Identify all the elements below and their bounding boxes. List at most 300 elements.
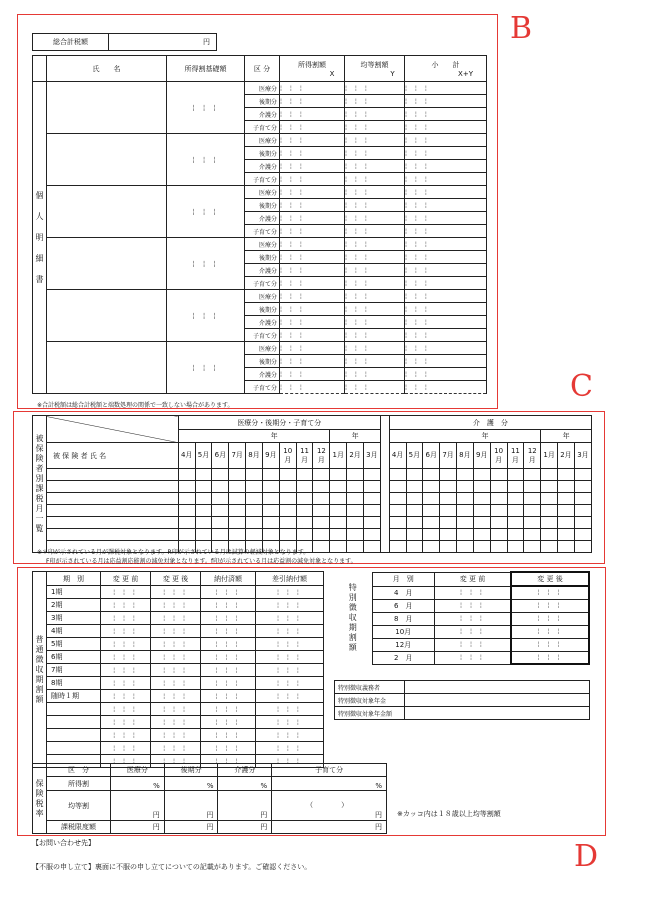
rates-equal-label: 均等割 — [47, 791, 111, 821]
monthly-note-1: ※＊印が示されている月が課税対象となります。R印が示されている月は試算の軽減対象となります。 — [37, 549, 310, 556]
monthly-insured-name — [46, 517, 178, 529]
rates-equal-yen: 円 — [206, 811, 214, 819]
normal-amount-cell: ¦ ¦ ¦ — [255, 586, 323, 599]
personal-income-cell: ¦ ¦ ¦ — [280, 212, 345, 225]
personal-subtotal-cell: ¦ ¦ ¦ — [405, 160, 487, 173]
monthly-month-cell — [423, 505, 440, 517]
personal-income-cell: ¦ ¦ ¦ — [280, 277, 345, 290]
special-month-row — [334, 651, 589, 664]
normal-amount-cell: ¦ ¦ ¦ — [151, 586, 201, 599]
monthly-month-cell — [313, 505, 330, 517]
monthly-month-cell — [279, 493, 296, 505]
personal-kubun-label: 後期分 — [245, 95, 280, 108]
monthly-month-cell — [389, 541, 406, 553]
personal-equal-cell: ¦ ¦ ¦ — [345, 134, 405, 147]
monthly-month-cell — [524, 505, 541, 517]
normal-amount-cell: ¦ ¦ ¦ — [201, 625, 256, 638]
personal-subtotal-cell: ¦ ¦ ¦ — [405, 290, 487, 303]
monthly-month-cell — [195, 493, 212, 505]
normal-amount-cell: ¦ ¦ ¦ — [201, 729, 256, 742]
rates-equal-paren: （ ） — [306, 801, 349, 809]
special-info-row — [335, 707, 590, 720]
monthly-month-cell — [229, 505, 246, 517]
monthly-month-cell — [440, 529, 457, 541]
monthly-month-cell — [473, 529, 490, 541]
normal-head-2: 変 更 後 — [151, 572, 201, 586]
monthly-insured-name — [46, 481, 178, 493]
personal-equal-cell: ¦ ¦ ¦ — [345, 355, 405, 368]
special-before-cell: ¦ ¦ ¦ — [434, 599, 511, 612]
personal-head-income-sub: X — [329, 69, 335, 78]
monthly-month-cell — [406, 493, 423, 505]
monthly-month-cell — [178, 493, 195, 505]
special-after-cell: ¦ ¦ ¦ — [511, 612, 589, 625]
monthly-month-cell — [524, 493, 541, 505]
tax-rate-table — [32, 763, 387, 834]
monthly-month-cell — [558, 493, 575, 505]
monthly-note-2: F印が示されている月は応益割応能割の減免対象となります。f印が示されている月は応益割の減免対象となります。 — [46, 558, 357, 565]
personal-subtotal-cell: ¦ ¦ ¦ — [405, 368, 487, 381]
normal-head-4: 差引納付額 — [255, 572, 323, 586]
personal-kubun-label: 介護分 — [245, 212, 280, 225]
special-side-label: 特別徴収期割額 — [348, 583, 358, 653]
monthly-month-cell — [456, 481, 473, 493]
rates-income-pct: % — [111, 777, 165, 791]
special-month-label: 4 月 — [372, 586, 434, 599]
monthly-month-cell — [473, 469, 490, 481]
normal-amount-cell: ¦ ¦ ¦ — [151, 612, 201, 625]
monthly-month-cell — [574, 541, 591, 553]
personal-subtotal-cell: ¦ ¦ ¦ — [405, 329, 487, 342]
normal-period-label: 6期 — [47, 651, 101, 664]
personal-equal-cell: ¦ ¦ ¦ — [345, 147, 405, 160]
personal-base-cell: ¦ ¦ ¦ — [167, 186, 245, 238]
monthly-month-header: 3月 — [574, 443, 591, 469]
monthly-month-cell — [330, 529, 347, 541]
monthly-month-cell — [212, 493, 229, 505]
normal-collection-table — [32, 571, 324, 768]
personal-subtotal-cell: ¦ ¦ ¦ — [405, 355, 487, 368]
special-before-cell: ¦ ¦ ¦ — [434, 638, 511, 651]
monthly-month-cell — [296, 493, 313, 505]
monthly-month-cell — [490, 529, 507, 541]
personal-income-cell: ¦ ¦ ¦ — [280, 355, 345, 368]
monthly-month-cell — [212, 505, 229, 517]
monthly-month-cell — [262, 529, 279, 541]
rates-equal-yen: 円 — [260, 811, 268, 819]
special-before-cell: ¦ ¦ ¦ — [434, 612, 511, 625]
monthly-insured-row — [33, 529, 592, 541]
monthly-month-cell — [296, 505, 313, 517]
monthly-month-cell — [178, 529, 195, 541]
personal-equal-cell: ¦ ¦ ¦ — [345, 186, 405, 199]
monthly-month-cell — [262, 493, 279, 505]
monthly-month-cell — [330, 505, 347, 517]
special-month-label: 12月 — [372, 638, 434, 651]
normal-amount-cell: ¦ ¦ ¦ — [101, 638, 151, 651]
special-header-row — [334, 572, 589, 586]
normal-amount-cell: ¦ ¦ ¦ — [151, 755, 201, 768]
special-info-value — [405, 694, 590, 707]
monthly-month-cell — [473, 505, 490, 517]
total-tax-box — [32, 33, 217, 51]
monthly-month-cell — [423, 517, 440, 529]
normal-amount-cell: ¦ ¦ ¦ — [201, 638, 256, 651]
personal-subtotal-cell: ¦ ¦ ¦ — [405, 264, 487, 277]
personal-equal-cell: ¦ ¦ ¦ — [345, 251, 405, 264]
personal-row — [33, 342, 487, 355]
rates-equal-cell — [218, 791, 272, 821]
personal-kubun-label: 医療分 — [245, 238, 280, 251]
monthly-month-cell — [347, 493, 364, 505]
monthly-month-cell — [524, 541, 541, 553]
personal-head-name: 氏 名 — [47, 56, 167, 82]
personal-name-cell — [47, 134, 167, 186]
monthly-month-cell — [389, 505, 406, 517]
monthly-month-cell — [313, 469, 330, 481]
monthly-month-cell — [330, 493, 347, 505]
normal-amount-cell: ¦ ¦ ¦ — [101, 651, 151, 664]
personal-equal-cell: ¦ ¦ ¦ — [345, 212, 405, 225]
monthly-month-cell — [406, 541, 423, 553]
normal-amount-cell: ¦ ¦ ¦ — [201, 755, 256, 768]
personal-subtotal-cell: ¦ ¦ ¦ — [405, 108, 487, 121]
monthly-insured-name — [46, 469, 178, 481]
normal-period-row — [33, 742, 324, 755]
personal-equal-cell: ¦ ¦ ¦ — [345, 290, 405, 303]
normal-amount-cell: ¦ ¦ ¦ — [101, 742, 151, 755]
monthly-month-cell — [440, 493, 457, 505]
personal-subtotal-cell: ¦ ¦ ¦ — [405, 82, 487, 95]
personal-income-cell: ¦ ¦ ¦ — [280, 186, 345, 199]
monthly-month-cell — [558, 541, 575, 553]
monthly-month-header: 4月 — [389, 443, 406, 469]
monthly-insured-row — [33, 493, 592, 505]
monthly-insured-row — [33, 481, 592, 493]
monthly-month-cell — [262, 469, 279, 481]
monthly-month-cell — [524, 469, 541, 481]
personal-name-cell — [47, 186, 167, 238]
special-before-cell: ¦ ¦ ¦ — [434, 625, 511, 638]
personal-subtotal-cell: ¦ ¦ ¦ — [405, 186, 487, 199]
personal-income-cell: ¦ ¦ ¦ — [280, 121, 345, 134]
monthly-month-cell — [456, 517, 473, 529]
rates-equal-yen: 円 — [375, 811, 382, 819]
normal-period-label: 随時１期 — [47, 690, 101, 703]
monthly-insured-row — [33, 469, 592, 481]
normal-amount-cell: ¦ ¦ ¦ — [151, 703, 201, 716]
personal-subtotal-cell: ¦ ¦ ¦ — [405, 225, 487, 238]
monthly-gap — [380, 416, 389, 553]
monthly-month-header: 3月 — [364, 443, 381, 469]
personal-income-cell: ¦ ¦ ¦ — [280, 342, 345, 355]
monthly-month-cell — [347, 541, 364, 553]
personal-detail-table — [32, 55, 487, 394]
personal-income-cell: ¦ ¦ ¦ — [280, 199, 345, 212]
normal-period-row — [33, 599, 324, 612]
personal-income-cell: ¦ ¦ ¦ — [280, 95, 345, 108]
personal-kubun-label: 医療分 — [245, 342, 280, 355]
personal-income-cell: ¦ ¦ ¦ — [280, 290, 345, 303]
normal-amount-cell: ¦ ¦ ¦ — [255, 755, 323, 768]
monthly-month-cell — [195, 469, 212, 481]
monthly-month-cell — [364, 469, 381, 481]
normal-amount-cell: ¦ ¦ ¦ — [151, 729, 201, 742]
monthly-taxable-table — [32, 415, 592, 553]
personal-kubun-label: 介護分 — [245, 108, 280, 121]
special-before-cell: ¦ ¦ ¦ — [434, 586, 511, 599]
monthly-year-label: 年 — [389, 430, 541, 443]
appeal-text: 【不服の申し立て】裏面に不服の申し立てについての記載があります。ご確認ください。 — [32, 863, 312, 871]
personal-subtotal-cell: ¦ ¦ ¦ — [405, 134, 487, 147]
personal-head-equal — [345, 56, 405, 82]
monthly-month-cell — [229, 469, 246, 481]
monthly-month-header: 10月 — [490, 443, 507, 469]
personal-kubun-label: 介護分 — [245, 264, 280, 277]
monthly-month-cell — [423, 481, 440, 493]
monthly-month-cell — [574, 493, 591, 505]
monthly-name-label: 被 保 険 者 氏 名 — [46, 443, 178, 469]
normal-amount-cell: ¦ ¦ ¦ — [255, 599, 323, 612]
monthly-month-cell — [279, 529, 296, 541]
rates-equal-cell — [272, 791, 387, 821]
special-head-2: 変 更 後 — [511, 572, 589, 586]
personal-subtotal-cell: ¦ ¦ ¦ — [405, 316, 487, 329]
personal-head-equal-sub: Y — [390, 69, 395, 78]
personal-base-cell: ¦ ¦ ¦ — [167, 290, 245, 342]
monthly-month-cell — [229, 493, 246, 505]
total-tax-label: 総合計税額 — [33, 34, 109, 51]
normal-amount-cell: ¦ ¦ ¦ — [255, 612, 323, 625]
monthly-month-cell — [347, 529, 364, 541]
monthly-year-label-2: 年 — [541, 430, 592, 443]
monthly-month-cell — [195, 517, 212, 529]
monthly-month-cell — [279, 505, 296, 517]
personal-equal-cell: ¦ ¦ ¦ — [345, 381, 405, 394]
normal-amount-cell: ¦ ¦ ¦ — [101, 703, 151, 716]
monthly-month-cell — [574, 529, 591, 541]
special-month-label: 6 月 — [372, 599, 434, 612]
monthly-month-cell — [347, 505, 364, 517]
normal-amount-cell: ¦ ¦ ¦ — [151, 638, 201, 651]
normal-amount-cell: ¦ ¦ ¦ — [151, 599, 201, 612]
monthly-month-cell — [507, 541, 524, 553]
personal-name-cell — [47, 342, 167, 394]
monthly-month-cell — [178, 505, 195, 517]
personal-kubun-label: 後期分 — [245, 303, 280, 316]
rates-limit-row — [33, 821, 387, 834]
personal-equal-cell: ¦ ¦ ¦ — [345, 277, 405, 290]
special-head-1: 変 更 前 — [434, 572, 511, 586]
monthly-month-cell — [524, 517, 541, 529]
normal-amount-cell: ¦ ¦ ¦ — [101, 690, 151, 703]
special-month-row — [334, 625, 589, 638]
monthly-month-cell — [490, 493, 507, 505]
monthly-month-header: 11月 — [507, 443, 524, 469]
monthly-month-header: 6月 — [212, 443, 229, 469]
personal-income-cell: ¦ ¦ ¦ — [280, 264, 345, 277]
special-head-0: 月 別 — [372, 572, 434, 586]
monthly-insured-name — [46, 505, 178, 517]
monthly-month-header: 9月 — [473, 443, 490, 469]
monthly-month-cell — [541, 493, 558, 505]
rates-head-2: 後期分 — [164, 764, 218, 777]
monthly-month-header: 4月 — [178, 443, 195, 469]
normal-amount-cell: ¦ ¦ ¦ — [151, 651, 201, 664]
monthly-month-cell — [541, 481, 558, 493]
normal-amount-cell: ¦ ¦ ¦ — [255, 664, 323, 677]
personal-kubun-label: 後期分 — [245, 199, 280, 212]
personal-subtotal-cell: ¦ ¦ ¦ — [405, 342, 487, 355]
monthly-month-cell — [473, 493, 490, 505]
personal-kubun-label: 医療分 — [245, 82, 280, 95]
monthly-month-row — [33, 443, 592, 469]
personal-name-cell — [47, 290, 167, 342]
rates-head-1: 医療分 — [111, 764, 165, 777]
personal-subtotal-cell: ¦ ¦ ¦ — [405, 147, 487, 160]
monthly-month-cell — [456, 469, 473, 481]
personal-kubun-label: 子育て分 — [245, 381, 280, 394]
special-month-label: 8 月 — [372, 612, 434, 625]
normal-amount-cell: ¦ ¦ ¦ — [255, 677, 323, 690]
personal-income-cell: ¦ ¦ ¦ — [280, 108, 345, 121]
monthly-month-cell — [313, 529, 330, 541]
rates-equal-row — [33, 791, 387, 821]
monthly-month-cell — [541, 505, 558, 517]
special-month-label: 10月 — [372, 625, 434, 638]
personal-kubun-label: 医療分 — [245, 186, 280, 199]
monthly-month-cell — [246, 529, 263, 541]
personal-subtotal-cell: ¦ ¦ ¦ — [405, 303, 487, 316]
personal-income-cell: ¦ ¦ ¦ — [280, 225, 345, 238]
section-d-letter: D — [574, 839, 599, 874]
monthly-month-cell — [406, 529, 423, 541]
normal-amount-cell: ¦ ¦ ¦ — [201, 664, 256, 677]
monthly-month-cell — [541, 541, 558, 553]
personal-kubun-label: 介護分 — [245, 316, 280, 329]
special-after-cell: ¦ ¦ ¦ — [511, 599, 589, 612]
normal-amount-cell: ¦ ¦ ¦ — [101, 586, 151, 599]
normal-amount-cell: ¦ ¦ ¦ — [201, 586, 256, 599]
personal-row — [33, 290, 487, 303]
inquiry-label: 【お問い合わせ先】 — [32, 839, 95, 847]
rates-income-pct: % — [272, 777, 387, 791]
monthly-month-cell — [313, 541, 330, 553]
personal-equal-cell: ¦ ¦ ¦ — [345, 121, 405, 134]
normal-amount-cell: ¦ ¦ ¦ — [255, 729, 323, 742]
normal-amount-cell: ¦ ¦ ¦ — [201, 599, 256, 612]
personal-income-cell: ¦ ¦ ¦ — [280, 173, 345, 186]
personal-kubun-label: 子育て分 — [245, 121, 280, 134]
monthly-month-cell — [541, 529, 558, 541]
monthly-month-cell — [490, 517, 507, 529]
normal-amount-cell: ¦ ¦ ¦ — [201, 716, 256, 729]
monthly-month-cell — [296, 517, 313, 529]
monthly-head-medical: 医療分・後期分・子育て分 — [178, 416, 380, 430]
monthly-month-cell — [313, 481, 330, 493]
monthly-insured-name — [46, 529, 178, 541]
monthly-month-cell — [490, 505, 507, 517]
monthly-month-cell — [212, 529, 229, 541]
rates-limit-yen: 円 — [218, 821, 272, 834]
normal-amount-cell: ¦ ¦ ¦ — [255, 703, 323, 716]
special-info-label: 特別徴収対象年金額 — [335, 707, 405, 720]
monthly-month-cell — [330, 517, 347, 529]
normal-amount-cell: ¦ ¦ ¦ — [101, 677, 151, 690]
monthly-month-cell — [389, 469, 406, 481]
normal-amount-cell: ¦ ¦ ¦ — [151, 625, 201, 638]
monthly-month-cell — [490, 541, 507, 553]
special-info-value — [405, 707, 590, 720]
monthly-month-cell — [440, 517, 457, 529]
monthly-month-cell — [541, 517, 558, 529]
monthly-month-cell — [229, 529, 246, 541]
monthly-month-cell — [212, 481, 229, 493]
normal-period-label: 2期 — [47, 599, 101, 612]
monthly-month-cell — [473, 541, 490, 553]
normal-period-row — [33, 612, 324, 625]
monthly-month-cell — [364, 517, 381, 529]
personal-row — [33, 238, 487, 251]
personal-subtotal-cell: ¦ ¦ ¦ — [405, 251, 487, 264]
monthly-month-cell — [423, 541, 440, 553]
special-after-cell: ¦ ¦ ¦ — [511, 651, 589, 664]
monthly-month-cell — [389, 493, 406, 505]
monthly-insured-row — [33, 505, 592, 517]
monthly-month-cell — [246, 505, 263, 517]
rates-head-3: 介護分 — [218, 764, 272, 777]
monthly-month-cell — [178, 481, 195, 493]
normal-header-row — [33, 572, 324, 586]
monthly-month-cell — [541, 469, 558, 481]
normal-period-row — [33, 677, 324, 690]
personal-head-sub-label: 小 計 — [431, 60, 460, 69]
personal-equal-cell: ¦ ¦ ¦ — [345, 108, 405, 121]
personal-income-cell: ¦ ¦ ¦ — [280, 147, 345, 160]
normal-amount-cell: ¦ ¦ ¦ — [101, 599, 151, 612]
monthly-month-cell — [440, 481, 457, 493]
personal-head-income — [280, 56, 345, 82]
normal-amount-cell: ¦ ¦ ¦ — [151, 690, 201, 703]
monthly-month-header: 1月 — [330, 443, 347, 469]
personal-kubun-label: 医療分 — [245, 290, 280, 303]
monthly-month-cell — [296, 481, 313, 493]
rates-limit-yen: 円 — [272, 821, 387, 834]
rates-limit-yen: 円 — [111, 821, 165, 834]
personal-equal-cell: ¦ ¦ ¦ — [345, 199, 405, 212]
personal-side-label: 個 人 明 細 書 — [33, 82, 47, 394]
rates-income-pct: % — [218, 777, 272, 791]
monthly-month-header: 12月 — [524, 443, 541, 469]
normal-period-row — [33, 729, 324, 742]
monthly-month-cell — [347, 469, 364, 481]
monthly-year-label: 年 — [178, 430, 330, 443]
personal-equal-cell: ¦ ¦ ¦ — [345, 82, 405, 95]
monthly-month-cell — [246, 517, 263, 529]
normal-period-row — [33, 716, 324, 729]
monthly-month-cell — [507, 529, 524, 541]
monthly-month-cell — [195, 529, 212, 541]
monthly-month-cell — [279, 469, 296, 481]
monthly-month-cell — [507, 493, 524, 505]
normal-period-row — [33, 651, 324, 664]
normal-period-row — [33, 664, 324, 677]
normal-amount-cell: ¦ ¦ ¦ — [201, 742, 256, 755]
personal-base-cell: ¦ ¦ ¦ — [167, 134, 245, 186]
monthly-month-cell — [456, 529, 473, 541]
personal-base-cell: ¦ ¦ ¦ — [167, 238, 245, 290]
special-month-label: 2 月 — [372, 651, 434, 664]
